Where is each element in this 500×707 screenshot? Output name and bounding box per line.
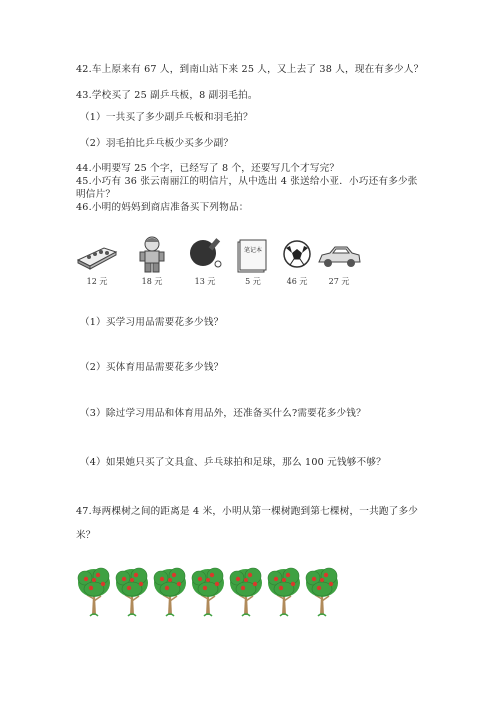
question-46-part-3: （3）除过学习用品和体育用品外，还准备买什么?需要花多少钱？ <box>80 408 366 419</box>
soccer-ball-icon <box>274 234 320 274</box>
tree-icon <box>76 565 112 621</box>
question-46-part-1: （1）买学习用品需要花多少钱？ <box>80 317 224 328</box>
item-price: 13 元 <box>194 277 216 286</box>
question-45-line-2: 明信片？ <box>76 189 116 200</box>
item-soccer-ball <box>274 232 320 292</box>
ping-pong-paddle-icon <box>182 234 228 274</box>
item-pencil-box <box>74 232 120 292</box>
question-43-part-2: （2）羽毛拍比乒乓板少买多少副？ <box>80 138 234 149</box>
toy-car-icon <box>316 234 362 274</box>
question-46: 46.小明的妈妈到商店准备买下列物品： <box>76 202 249 213</box>
tree-icon <box>304 565 340 621</box>
item-price: 18 元 <box>141 277 163 286</box>
tree-icon <box>114 565 150 621</box>
question-46-part-4: （4）如果她只买了文具盒、乒乓球拍和足球，那么 100 元钱够不够？ <box>80 457 386 468</box>
item-toy-car <box>316 232 362 292</box>
tree-icon <box>152 565 188 621</box>
item-price: 5 元 <box>245 277 261 286</box>
shopping-items <box>74 232 374 292</box>
item-notebook <box>230 232 276 292</box>
item-toy-doll <box>129 232 175 292</box>
notebook-label: 笔记本 <box>243 247 263 254</box>
notebook-icon <box>230 234 276 274</box>
tree-icon <box>228 565 264 621</box>
question-47-line-2: 米？ <box>76 530 96 541</box>
item-ping-pong-paddle <box>182 232 228 292</box>
question-44: 44.小明要写 25 个字，已经写了 8 个，还要写几个才写完？ <box>76 163 340 174</box>
item-price: 27 元 <box>328 277 350 286</box>
item-price: 12 元 <box>86 277 108 286</box>
question-43: 43.学校买了 25 副乒乓板，8 副羽毛拍。 <box>76 90 258 101</box>
pencil-box-icon <box>74 234 120 274</box>
toy-doll-icon <box>129 234 175 274</box>
item-price: 46 元 <box>286 277 308 286</box>
tree-icon <box>266 565 302 621</box>
question-42: 42.车上原来有 67 人，到南山站下来 25 人，又上去了 38 人，现在有多少人？ <box>76 64 424 75</box>
tree-row <box>76 565 356 621</box>
question-43-part-1: （1）一共买了多少副乒乓板和羽毛拍？ <box>80 112 253 123</box>
tree-icon <box>190 565 226 621</box>
question-46-part-2: （2）买体育用品需要花多少钱？ <box>80 362 224 373</box>
question-47-line-1: 47.每两棵树之间的距离是 4 米，小明从第一棵树跑到第七棵树，一共跑了多少 <box>76 506 419 517</box>
question-45-line-1: 45.小巧有 36 张云南丽江的明信片，从中选出 4 张送给小亚．小巧还有多少张 <box>76 176 418 187</box>
